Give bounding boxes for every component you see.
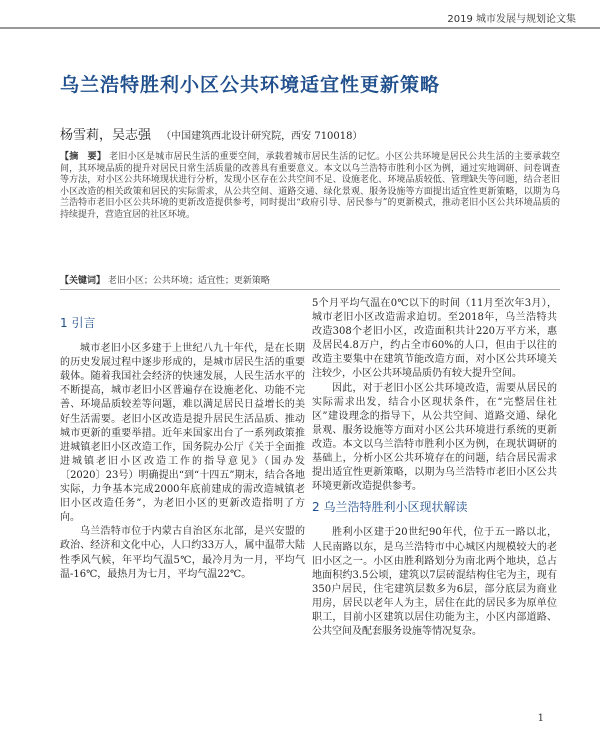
section-heading-intro: 1 引言 <box>60 316 96 330</box>
left-column <box>60 316 305 582</box>
right-column <box>312 297 557 639</box>
author-line <box>60 124 580 143</box>
abstract <box>60 152 560 221</box>
paragraph: 因此，对于老旧小区公共环境改造，需要从居民的实际需求出发，结合小区现状条件，在“完整居住社区”建设理念的指导下，从公共空间、道路交通、绿化景观、服务设施等方面对小区公共环境进行系统的更新改造。本文以乌兰浩特市胜利小区为例，在现状调研的基础上，分析小区公共环境存在的问题，结合居民需求提出适宜性更新策略，以期为乌兰浩特市老旧小区公共环境更新改造提供参考。 <box>312 382 557 493</box>
author-affiliation: （中国建筑西北设计研究院，西安 710018） <box>161 131 363 142</box>
paragraph: 城市老旧小区多建于上世纪八九十年代，是在长期的历史发展过程中逐步形成的，是城市居民生活的重要载体。随着我国社会经济的快速发展，人民生活水平的不断提高，城市老旧小区普遍存在设施老化、功能不完善、环境品质较差等问题，难以满足居民日益增长的美好生活需要。老旧小区改造是提升居民生活品质、推动城市更新的重要举措。近年来国家出台了一系列政策推进城镇老旧小区改造工作，国务院办公厅《关于全面推进城镇老旧小区改造工作的指导意见》（国办发〔2020〕23号）明确提出“到“十四五”期末，结合各地实际，力争基本完成2000年底前建成的需改造城镇老旧小区改造任务”，为老旧小区的更新改造指明了方向。 <box>60 343 305 524</box>
abstract-label: 【摘 要】 <box>60 152 107 162</box>
keywords-text: 老旧小区；公共环境；适宜性；更新策略 <box>107 276 270 286</box>
keywords-label: 【关键词】 <box>60 276 106 286</box>
running-header: 2019 城市发展与规划论文集 <box>447 14 576 25</box>
article-title: 乌兰浩特胜利小区公共环境适宜性更新策略 <box>60 74 441 96</box>
header-rule <box>0 27 600 29</box>
paragraph: 胜利小区建于20世纪90年代，位于五一路以北，人民南路以东，是乌兰浩特市中心城区内规模较大的老旧小区之一。小区由胜利路划分为南北两个地块，总占地面积约3.5公顷，建筑以7层砖混结构住宅为主，现有350户居民，住宅建筑层数多为6层，部分底层为商业用房，居民以老年人为主，居住在此的居民多为原单位职工，目前小区建筑以居住功能为主，小区内部道路、公共空间及配套服务设施等情况复杂。 <box>312 527 557 638</box>
keywords <box>60 273 560 286</box>
abstract-rule <box>60 289 560 290</box>
abstract-text: 老旧小区是城市居民生活的重要空间，承载着城市居民生活的记忆。小区公共环境是居民公共生活的主要承载空间，其环境品质的提升对居民日常生活质量的改善具有重要意义。本文以乌兰浩特市胜利小区为例，通过实地调研、问卷调查等方法，对小区公共环境现状进行分析，发现小区存在公共空间不足、设施老化、环境品质较低、管理缺失等问题，结合老旧小区改造的相关政策和居民的实际需求，从公共空间、道路交通、绿化景观、服务设施等方面提出适宜性更新策略，以期为乌兰浩特市老旧小区公共环境的更新改造提供参考，同时提出“政府引导、居民参与”的更新模式，推动老旧小区公共环境品质的持续提升，营造宜居的社区环境。 <box>60 152 560 220</box>
page-number: 1 <box>537 713 544 724</box>
paragraph: 乌兰浩特市位于内蒙古自治区东北部，是兴安盟的政治、经济和文化中心，人口约33万人，属中温带大陆性季风气候，年平均气温5℃，最冷月为一月，平均气温-16℃，最热月为七月，平均气温22℃。 <box>60 526 305 580</box>
section-heading-status: 2 乌兰浩特胜利小区现状解读 <box>312 500 468 515</box>
paragraph: 5个月平均气温在0℃以下的时间（11月至次年3月），城市老旧小区改造需求迫切。至2018年，乌兰浩特共改造308个老旧小区，改造面积共计220万平方米，惠及居民4.8万户，约占全市60%的人口，但由于以往的改造主要集中在建筑节能改造方面，对小区公共环境关注较少，小区公共环境品质仍有较大提升空间。 <box>312 298 557 380</box>
author-names: 杨雪莉，吴志强 <box>60 128 152 143</box>
